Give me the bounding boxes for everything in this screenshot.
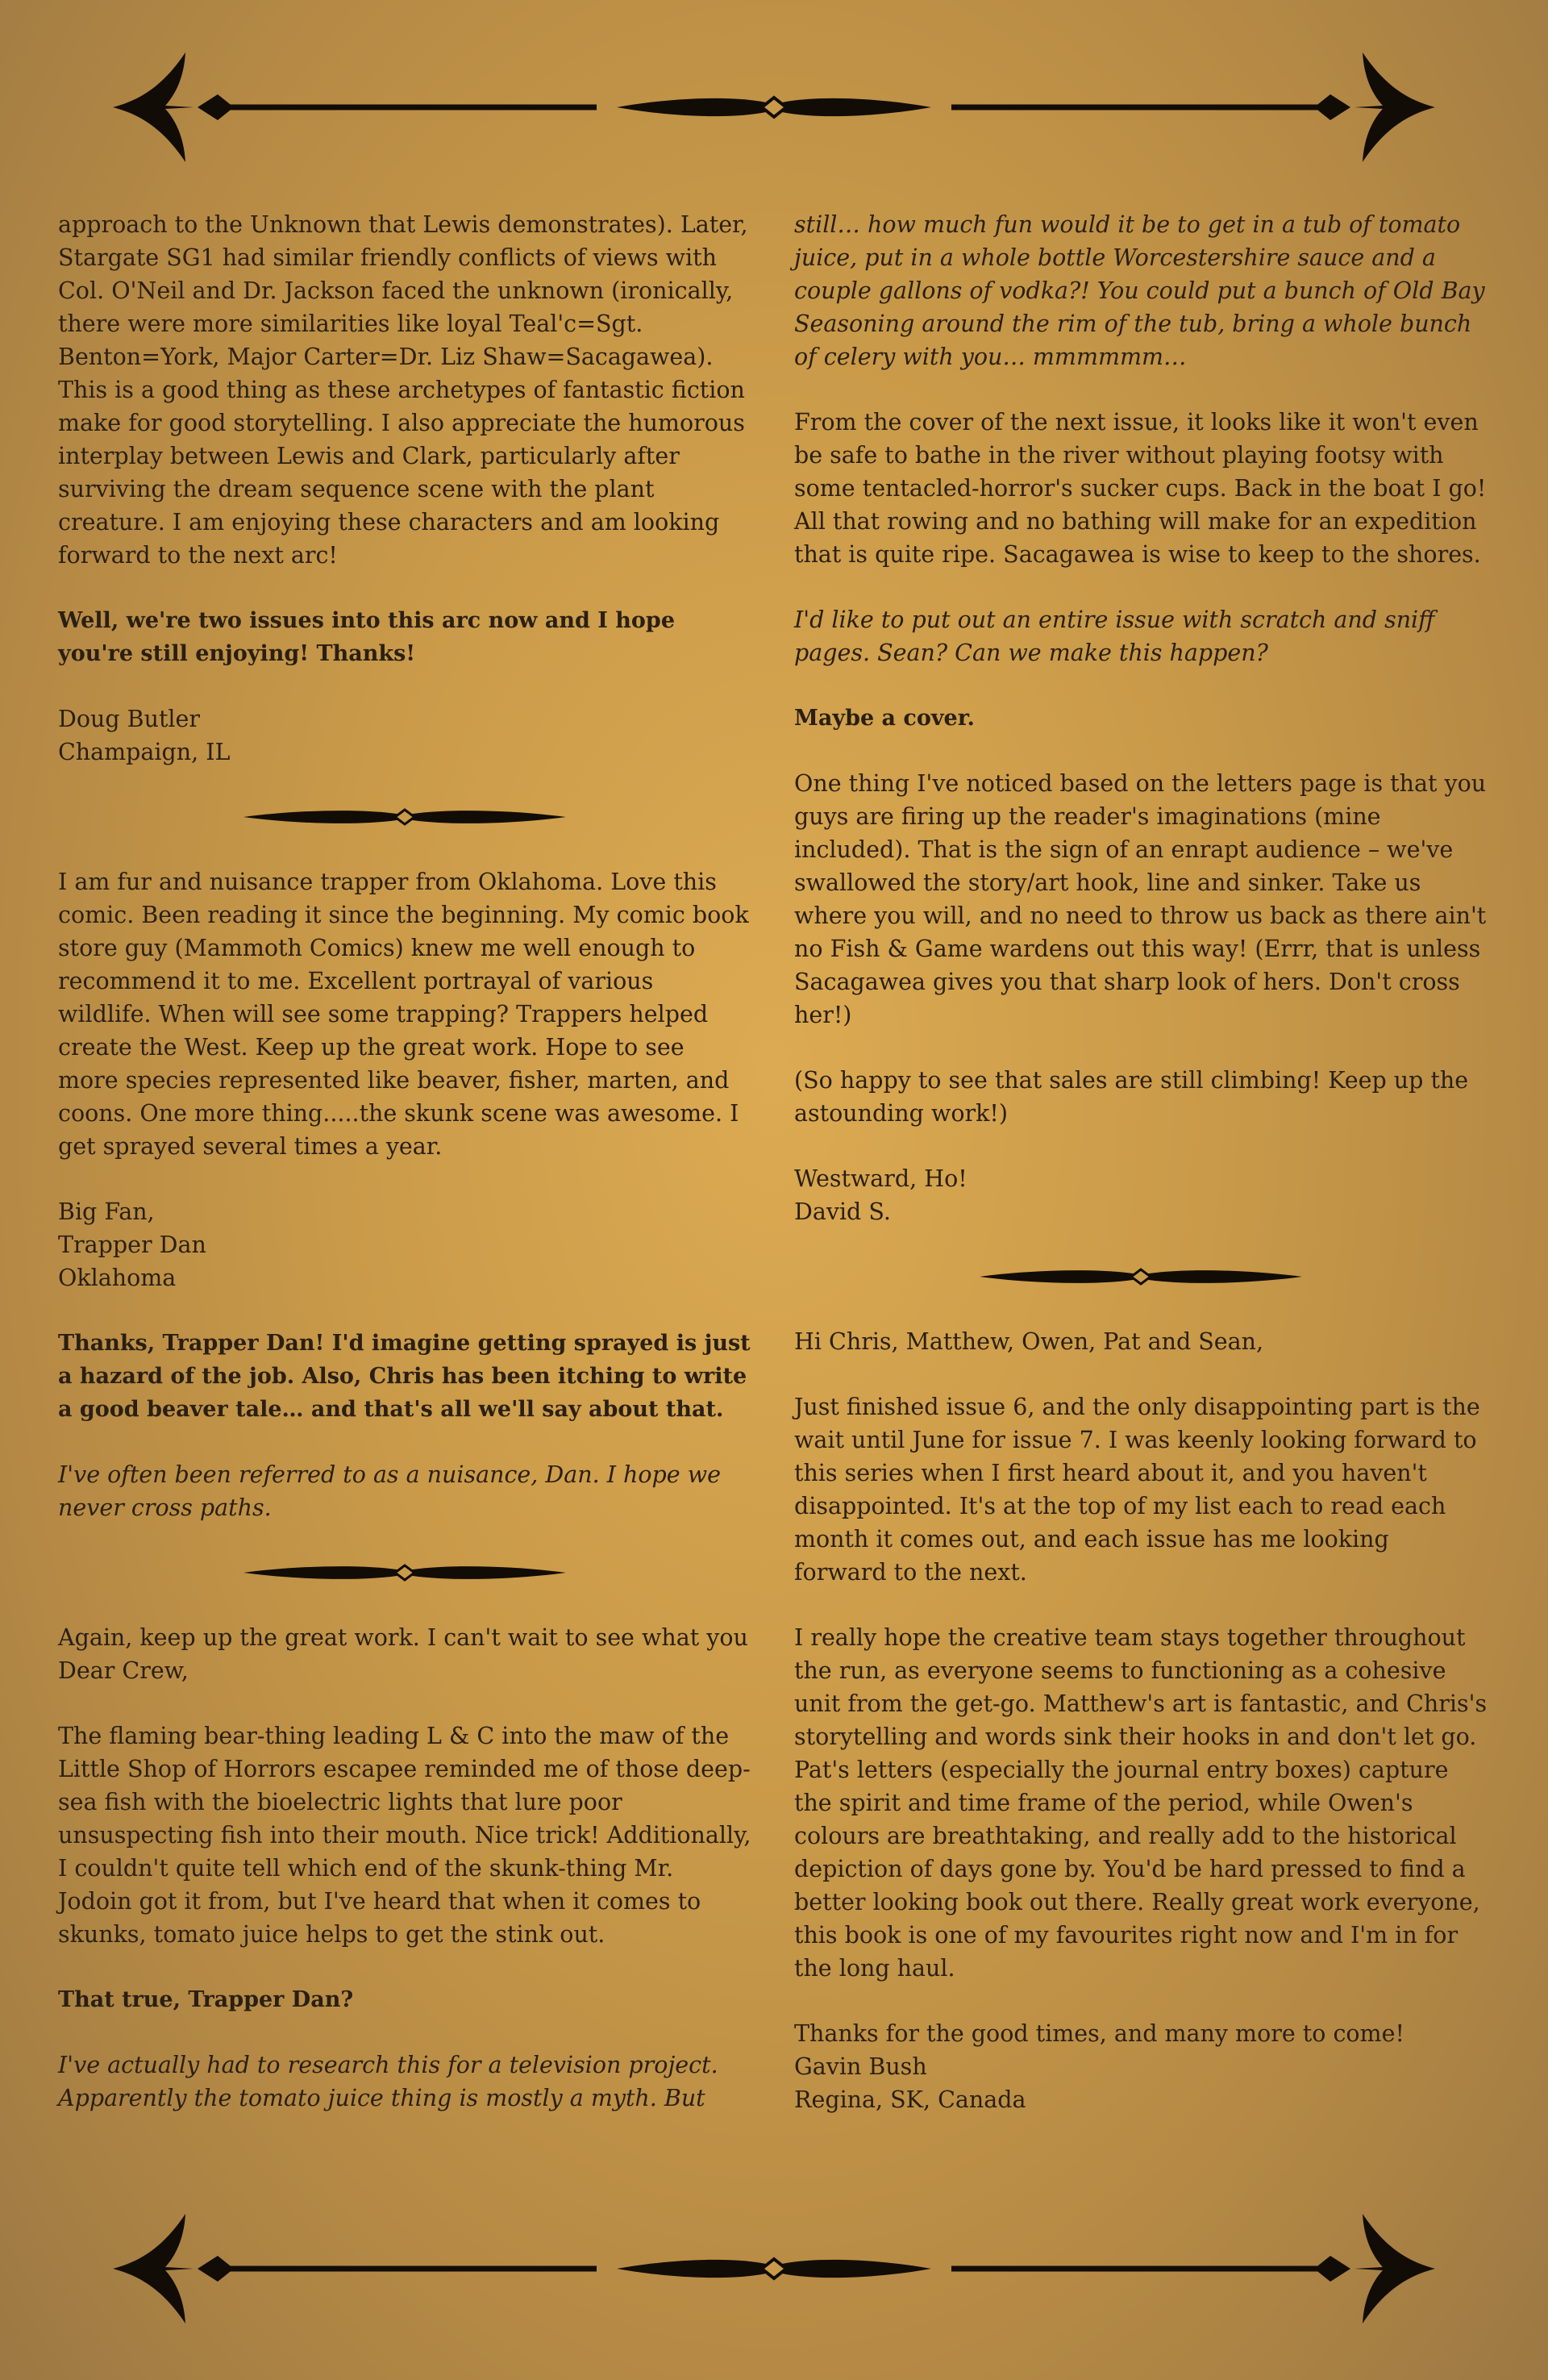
letter-salutation: Hi Chris, Matthew, Owen, Pat and Sean,: [794, 1328, 1264, 1355]
section-divider: [58, 1557, 751, 1589]
letter-signature-name: David S.: [794, 1198, 891, 1225]
letter-signature-name: Trapper Dan: [58, 1232, 206, 1258]
editor-reply: Thanks, Trapper Dan! I'd imagine getting sprayed is just a hazard of the job. Also, Chris has been itching to write a good beaver tale… and that's all we'll say about that.: [58, 1331, 751, 1422]
letter-paragraph: The flaming bear-thing leading L & C into the maw of the Little Shop of Horrors escapee reminded me of those deep-sea fish with the bioelectric lights that lure poor unsuspecting fish into their mouth. Nice trick! Additionally, I couldn't quite tell which end of the skunk-thing Mr. Jodoin got it from, but I've heard that when it comes to skunks, tomato juice helps to get the stink out.: [58, 1723, 751, 1948]
letter-signature-line: Big Fan,: [58, 1198, 155, 1225]
editor-reply: Well, we're two issues into this arc now and I hope you're still enjoying! Thanks!: [58, 608, 675, 666]
letter-paragraph: I really hope the creative team stays together throughout the run, as everyone seems to functioning as a cohesive unit from the get-go. Matthew's art is fantastic, and Chris's storytelling and words sink their hooks in and don't let go. Pat's letters (especially the journal entry boxes) capture the spirit and time frame of the period, while Owen's colours are breathtaking, and really add to the historical depiction of days gone by. You'd be hard pressed to find a better looking book out there. Really great work everyone, this book is one of my favourites right now and I'm in for the long haul.: [794, 1624, 1488, 1982]
editor-reply-italic: I've actually had to research this for a television project. Apparently the tomato juice thing is mostly a myth. But: [58, 2052, 718, 2111]
left-column: [58, 208, 751, 2147]
letter-paragraph: [58, 1621, 751, 1687]
editor-reply: Maybe a cover.: [794, 706, 975, 731]
section-divider: [794, 1261, 1488, 1293]
letter-signature-name: Gavin Bush: [794, 2053, 927, 2080]
letter-paragraph: From the cover of the next issue, it looks like it won't even be safe to bathe in the river without playing footsy with some tentacled-horror's sucker cups. Back in the boat I go! All that rowing and no bathing will make for an expedition that is quite ripe. Sacagawea is wise to keep to the shores.: [794, 409, 1487, 568]
editor-reply: That true, Trapper Dan?: [58, 1987, 354, 2012]
letter-signature-name: Doug Butler: [58, 706, 201, 732]
letter-signature-line: Westward, Ho!: [794, 1165, 968, 1192]
editor-reply-italic: still… how much fun would it be to get in a tub of tomato juice, put in a whole bottle Worcestershire sauce and a couple gallons of vodka?! You could put a bunch of Old Bay Seasoning around the rim of the tub, bring a whole bunch of celery with you… mmmmmm…: [794, 211, 1485, 370]
letter-line: Again, keep up the great work. I can't wait to see what you: [58, 1624, 748, 1651]
letter-paragraph: (So happy to see that sales are still climbing! Keep up the astounding work!): [794, 1067, 1469, 1127]
letter-paragraph-italic: I'd like to put out an entire issue with scratch and sniff pages. Sean? Can we make this happen?: [794, 606, 1435, 666]
letter-signature-location: Champaign, IL: [58, 739, 231, 765]
letter-paragraph: approach to the Unknown that Lewis demonstrates). Later, Stargate SG1 had similar friendly conflicts of views with Col. O'Neil and Dr. Jackson faced the unknown (ironically, there were more similarities like loyal Teal'c=Sgt. Benton=York, Major Carter=Dr. Liz Shaw=Sacagawea). This is a good thing as these archetypes of fantastic fiction make for good storytelling. I also appreciate the humorous interplay between Lewis and Clark, particularly after surviving the dream sequence scene with the plant creature. I am enjoying these characters and am looking forward to the next arc!: [58, 211, 748, 569]
letter-paragraph: One thing I've noticed based on the letters page is that you guys are firing up the reader's imaginations (mine included). That is the sign of an enrapt audience – we've swallowed the story/art hook, line and sinker. Take us where you will, and no need to throw us back as there ain't no Fish & Game wardens out this way! (Errr, that is unless Sacagawea gives you that sharp look of hers. Don't cross her!): [794, 770, 1487, 1028]
letter-salutation: Dear Crew,: [58, 1657, 189, 1684]
top-ornament: [0, 44, 1548, 173]
letter-signature-location: Regina, SK, Canada: [794, 2086, 1026, 2113]
bottom-ornament: [0, 2206, 1548, 2335]
letter-paragraph: Just finished issue 6, and the only disappointing part is the wait until June for issue 7. I was keenly looking forward to this series when I first heard about it, and you haven't disappointed. It's at the top of my list each to read each month it comes out, and each issue has me looking forward to the next.: [794, 1394, 1480, 1586]
section-divider: [58, 801, 751, 833]
letter-paragraph: I am fur and nuisance trapper from Oklahoma. Love this comic. Been reading it since the beginning. My comic book store guy (Mammoth Comics) knew me well enough to recommend it to me. Excellent portrayal of various wildlife. When will see some trapping? Trappers helped create the West. Keep up the great work. Hope to see more species represented like beaver, fisher, marten, and coons. One more thing.....the skunk scene was awesome. I get sprayed several times a year.: [58, 869, 749, 1160]
letter-signature-location: Oklahoma: [58, 1265, 177, 1291]
letter-signature-line: Thanks for the good times, and many more to come!: [794, 2020, 1404, 2047]
editor-reply-italic: I've often been referred to as a nuisance, Dan. I hope we never cross paths.: [58, 1461, 721, 1521]
right-column: [794, 208, 1488, 2149]
